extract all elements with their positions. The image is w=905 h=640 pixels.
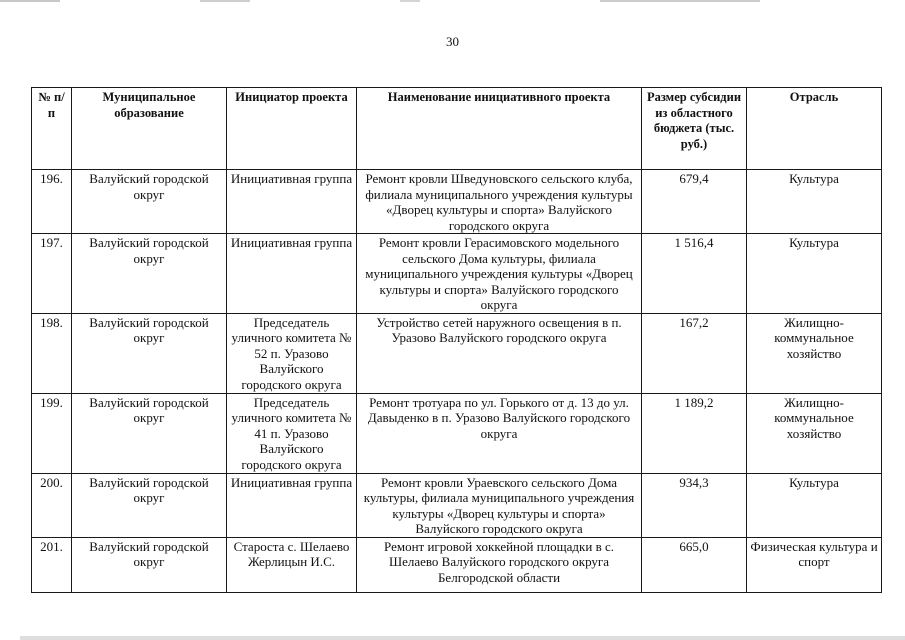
header-subsidy: Размер субсидии из областного бюджета (тыс. руб.) [642, 88, 747, 170]
row-initiator: Председатель уличного комитета № 41 п. Уразово Валуйского городского округа [227, 393, 357, 473]
row-subsidy: 1 189,2 [642, 393, 747, 473]
row-num: 199. [32, 393, 72, 473]
header-initiator: Инициатор проекта [227, 88, 357, 170]
row-project: Устройство сетей наружного освещения в п. Уразово Валуйского городского округа [357, 313, 642, 393]
header-project: Наименование инициативного проекта [357, 88, 642, 170]
row-project: Ремонт игровой хоккейной площадки в с. Шелаево Валуйского городского округа Белгородской области [357, 537, 642, 592]
row-project: Ремонт кровли Герасимовского модельного сельского Дома культуры, филиала муниципального учреждения культуры «Дворец культуры и спорта» Валуйского городского округа [357, 234, 642, 314]
row-initiator: Председатель уличного комитета № 52 п. Уразово Валуйского городского округа [227, 313, 357, 393]
row-municipality: Валуйский городской округ [72, 234, 227, 314]
table-header-row [32, 88, 882, 170]
row-sector: Культура [747, 473, 882, 537]
header-num: № п/п [32, 88, 72, 170]
table-row [32, 393, 882, 473]
row-sector: Физическая культура и спорт [747, 537, 882, 592]
row-num: 197. [32, 234, 72, 314]
row-municipality: Валуйский городской округ [72, 473, 227, 537]
row-initiator: Инициативная группа [227, 473, 357, 537]
row-num: 196. [32, 170, 72, 234]
table-row [32, 473, 882, 537]
row-num: 201. [32, 537, 72, 592]
header-sector: Отрасль [747, 88, 882, 170]
page-number: 30 [446, 34, 459, 49]
header-municipality: Муниципальное образование [72, 88, 227, 170]
row-municipality: Валуйский городской округ [72, 393, 227, 473]
row-subsidy: 679,4 [642, 170, 747, 234]
scan-edge-bottom [0, 636, 905, 640]
row-municipality: Валуйский городской округ [72, 537, 227, 592]
subsidy-table [31, 87, 882, 593]
row-num: 200. [32, 473, 72, 537]
table-row [32, 537, 882, 592]
row-project: Ремонт кровли Шведуновского сельского клуба, филиала муниципального учреждения культуры «Дворец культуры и спорта» Валуйского городского округа [357, 170, 642, 234]
row-initiator: Инициативная группа [227, 170, 357, 234]
row-municipality: Валуйский городской округ [72, 170, 227, 234]
table-row [32, 234, 882, 314]
row-subsidy: 1 516,4 [642, 234, 747, 314]
row-sector: Жилищно-коммунальное хозяйство [747, 393, 882, 473]
row-subsidy: 934,3 [642, 473, 747, 537]
table-row [32, 313, 882, 393]
row-municipality: Валуйский городской округ [72, 313, 227, 393]
row-project: Ремонт тротуара по ул. Горького от д. 13 до ул. Давыденко в п. Уразово Валуйского городского округа [357, 393, 642, 473]
row-sector: Жилищно-коммунальное хозяйство [747, 313, 882, 393]
scan-edge-top [0, 0, 905, 2]
row-num: 198. [32, 313, 72, 393]
row-project: Ремонт кровли Ураевского сельского Дома культуры, филиала муниципального учреждения культуры «Дворец культуры и спорта» Валуйского городского округа [357, 473, 642, 537]
table-row [32, 170, 882, 234]
row-initiator: Староста с. Шелаево Жерлицын И.С. [227, 537, 357, 592]
row-sector: Культура [747, 234, 882, 314]
row-subsidy: 167,2 [642, 313, 747, 393]
row-sector: Культура [747, 170, 882, 234]
row-initiator: Инициативная группа [227, 234, 357, 314]
row-subsidy: 665,0 [642, 537, 747, 592]
